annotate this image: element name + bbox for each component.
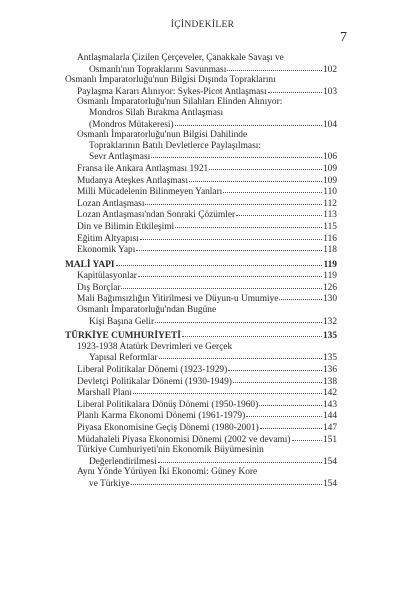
toc-entry-title: Lozan Antlaşması'ndan Sonraki Çözümler [77,210,236,221]
toc-entry [65,130,337,163]
toc-entry-page: 136 [322,365,337,376]
dot-leader [175,118,322,126]
toc-entry-page: 126 [322,282,337,293]
toc-entry-title: Yapısal Reformlar [89,353,158,364]
toc-entry-page: 144 [322,411,337,422]
toc-entry-title: MALİ YAPI [65,259,115,270]
toc-entry-title: Liberal Politikalar Dönemi (1923-1929) [77,365,228,376]
toc-entry-line: Osmanlı İmparatorluğu'ndan Bugüne [77,305,217,316]
toc-entry-title: Liberal Politikalara Dönüş Dönemi (1950-1960) [77,399,259,410]
toc-entry-page: 143 [322,399,337,410]
running-header: İÇİNDEKİLER [170,20,235,30]
toc-entry [65,467,337,489]
toc-entry-page: 154 [322,456,337,467]
toc-entry-title: Piyasa Ekonomisine Geçiş Dönemi (1980-2001) [77,423,259,433]
dot-leader [116,258,323,266]
toc-entry-page: 135 [322,331,337,342]
toc-entry-title: Milli Mücadelenin Bilinmeyen Yanları [77,187,223,198]
toc-entry [65,97,337,130]
dot-leader [138,269,322,277]
toc-entry-page: 135 [322,353,337,364]
toc-entry-title: Müdahaleli Piyasa Ekonomisi Dönemi (2002 ve devamı) [77,434,291,445]
dot-leader [268,85,322,93]
toc-entry-page: 142 [322,388,337,399]
dot-leader [223,185,322,193]
dot-leader [121,281,321,289]
dot-leader [131,477,322,485]
page-number: 7 [340,30,347,45]
toc-entry-page: 110 [323,187,337,198]
dot-leader [279,292,321,300]
toc-entry-title: Din ve Bilimin Etkileşimi [77,221,175,232]
dot-leader [260,421,322,429]
toc-entry-page: 147 [322,423,337,433]
dot-leader [159,351,322,359]
toc-entry [65,244,337,256]
toc-entry-line: Topraklarının Batılı Devletlerce Paylaşılması: [89,140,261,151]
toc-entry-page: 112 [323,198,337,209]
table-of-contents [65,53,337,490]
toc-entry-title: Ekonomik Yapı [77,245,136,256]
dot-leader [155,315,322,323]
toc-entry-page: 132 [322,316,337,327]
toc-entry-line: Osmanlı İmparatorluğu'nun Silahları Elinden Alınıyor: [77,97,283,108]
toc-entry [65,75,337,97]
toc-entry-line: Osmanlı İmparatorluğu'nun Bilgisi Dahilinde [77,130,248,141]
toc-entry-page: 102 [322,64,337,75]
toc-entry-title: Devletçi Politikalar Dönemi (1930-1949) [77,376,232,387]
toc-entry-page: 106 [322,152,337,163]
toc-entry-line: 1923-1938 Atatürk Devrimleri ve Gerçek [77,341,233,352]
toc-entry-title: TÜRKİYE CUMHURİYETİ [65,331,181,342]
toc-entry-page: 104 [322,119,337,130]
dot-leader [175,220,322,228]
toc-entry-title: Kapitülasyonlar [77,271,137,282]
dot-leader [136,243,322,251]
toc-entry-title: Mali Bağımsızlığın Yitirilmesi ve Düyun-u Umumiye [77,294,279,305]
toc-entry [65,293,337,305]
dot-leader [145,197,322,205]
toc-entry-title: Paylaşma Kararı Alınıyor: Sykes-Picot Antlaşması [77,86,267,97]
dot-leader [182,329,322,337]
toc-entry-title: ve Türkiye [89,478,130,489]
toc-entry [65,445,337,467]
toc-entry [65,305,337,327]
toc-entry-title: Lozan Antlaşması [77,198,145,209]
dot-leader [246,409,322,417]
toc-entry-title: Fransa ile Ankara Antlaşması 1921 [77,163,209,174]
toc-entry-line: Mondros Silah Bırakma Antlaşması [89,107,224,118]
toc-entry-page: 103 [322,86,337,97]
toc-entry-page: 119 [323,259,337,270]
dot-leader [259,398,322,406]
toc-entry-page: 109 [322,163,337,174]
toc-entry-title: Sevr Antlaşması [89,152,151,163]
dot-leader [133,386,322,394]
toc-entry-page: 113 [323,210,337,221]
dot-leader [151,150,322,158]
toc-entry-title: Mudanya Ateşkes Antlaşması [77,175,188,186]
dot-leader [158,455,322,463]
dot-leader [236,208,322,216]
toc-entry-page: 115 [323,221,337,232]
toc-entry-page: 154 [322,478,337,489]
toc-entry-line: Antlaşmalarla Çizilen Çerçeveler, Çanakkale Savaşı ve [77,53,284,63]
dot-leader [140,232,323,240]
dot-leader [292,433,322,441]
toc-entry-page: 109 [322,175,337,186]
toc-entry-title: Planlı Karma Ekonomi Dönemi (1961-1979) [77,411,246,422]
toc-section [65,330,337,342]
toc-entry-title: Marshall Planı [77,388,132,399]
dot-leader [233,375,322,383]
toc-entry-page: 119 [323,271,337,282]
toc-entry-title: Dış Borçlar [77,282,121,293]
toc-entry-line: Aynı Yönde Yürüyen İki Ekonomi: Güney Kore [77,467,258,478]
dot-leader [227,63,322,71]
toc-entry-title: (Mondros Mütakeresi) [89,119,174,130]
toc-entry-page: 138 [322,376,337,387]
dot-leader [189,174,322,182]
dot-leader [228,363,322,371]
toc-entry-page: 151 [322,434,337,445]
toc-entry-line: Türkiye Cumhuriyeti'nin Ekonomik Büyümesinin [77,445,264,456]
toc-entry-title: Değerlendirilmesi [89,456,157,467]
toc-entry-title: Osmanlı'nın Topraklarını Savunması [89,64,227,75]
toc-entry [65,434,337,446]
toc-entry [65,53,337,75]
toc-entry-line: Osmanlı İmparatorluğu'nun Bilgisi Dışında Topraklarını [65,75,276,86]
toc-entry-page: 130 [322,294,337,305]
toc-entry-title: Kişi Başına Gelir [89,316,155,327]
toc-entry-page: 118 [323,245,337,256]
toc-entry-page: 116 [323,233,337,244]
toc-entry [65,342,337,364]
dot-leader [209,162,322,170]
toc-entry-title: Eğitim Altyapısı [77,233,139,244]
